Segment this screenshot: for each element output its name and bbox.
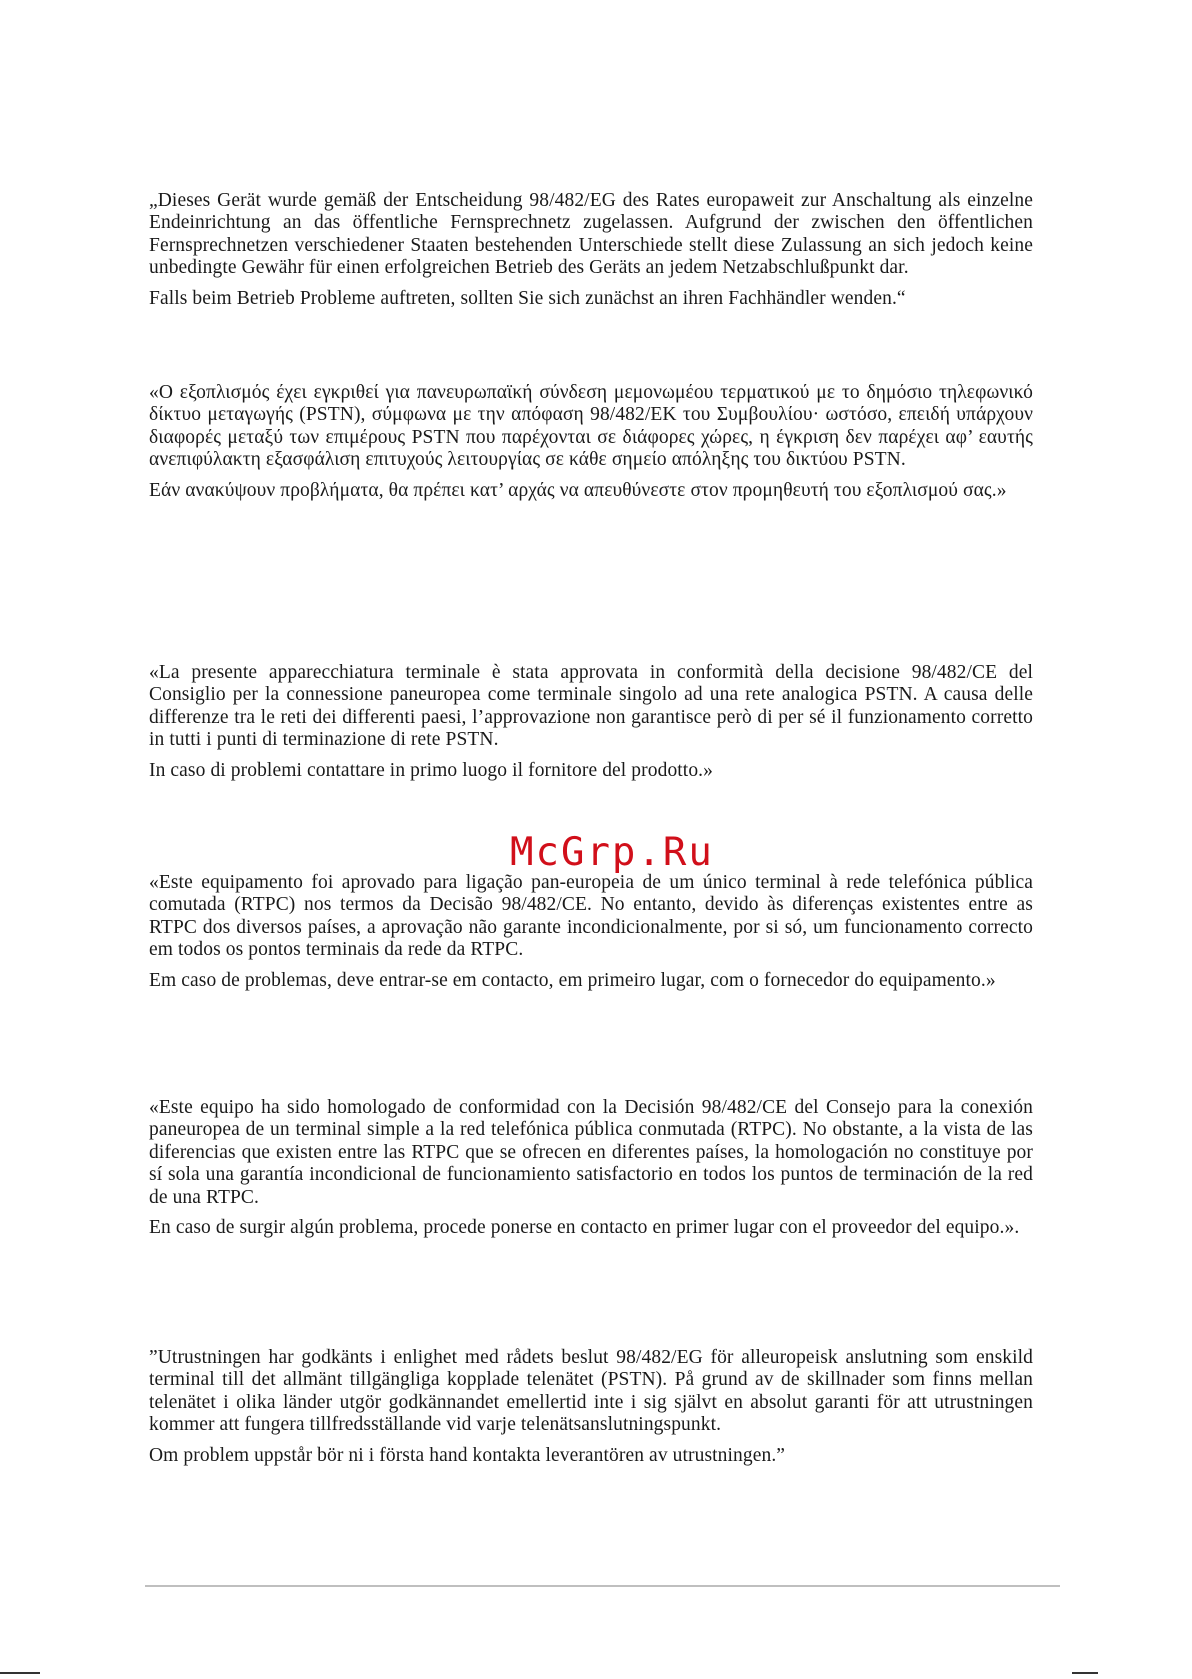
notice-sv-contact: Om problem uppstår bör ni i första hand kontakta leverantören av utrustningen.” bbox=[149, 1444, 786, 1466]
scan-mark-right bbox=[1072, 1672, 1098, 1674]
notice-pt bbox=[149, 872, 1033, 992]
notice-de bbox=[149, 190, 1033, 310]
notice-it-contact: In caso di problemi contattare in primo luogo il fornitore del prodotto.» bbox=[149, 759, 714, 781]
scan-mark-left bbox=[0, 1672, 40, 1674]
notice-es bbox=[149, 1097, 1033, 1239]
footer-divider bbox=[145, 1585, 1060, 1587]
notice-de-approval: „Dieses Gerät wurde gemäß der Entscheidung 98/482/EG des Rates europaweit zur Anschaltung als einzelne Endeinrichtung an das öffentliche Fernsprechnetz zugelassen. Aufgrund der zwischen den öffentlichen Fernsprechnetzen verschiedener Staaten bestehenden Unterschiede stellt diese Zulassung an sich jedoch keine unbedingte Gewähr für einen erfolgreichen Betrieb des Geräts an jedem Netzabschlußpunkt dar. bbox=[149, 190, 1033, 279]
notice-el-contact: Εάν ανακύψουν προβλήματα, θα πρέπει κατ’ αρχάς να απευθύνεστε στον προμηθευτή του εξοπλισμού σας.» bbox=[149, 479, 1007, 501]
notice-it-approval: «La presente apparecchiatura terminale è stata approvata in conformità della decisione 98/482/CE del Consiglio per la connessione paneuropea come terminale singolo ad una rete analogica PSTN. A causa delle differenze tra le reti dei differenti paesi, l’approvazione non garantisce però di per sé il funzionamento corretto in tutti i punti di terminazione di rete PSTN. bbox=[149, 662, 1033, 751]
notice-el-approval: «Ο εξοπλισμός έχει εγκριθεί για πανευρωπαϊκή σύνδεση μεμονωμέου τερματικού με το δημόσιο τηλεφωνικό δίκτυο μεταγωγής (PSTN), σύμφωνα με την απόφαση 98/482/ΕΚ του Συμβουλίου· ωστόσο, επειδή υπάρχουν διαφορές μεταξύ των επιμέρους PSTN που παρέχονται σε διάφορες χώρες, η έγκριση δεν παρέχει αφ’ εαυτής ανεπιφύλακτη εξασφάλιση επιτυχούς λειτουργίας σε κάθε σημείο απόληξης του δικτύου PSTN. bbox=[149, 382, 1033, 471]
notice-es-contact: En caso de surgir algún problema, procede ponerse en contacto en primer lugar con el proveedor del equipo.». bbox=[149, 1217, 1020, 1239]
watermark: McGrp.Ru bbox=[510, 830, 714, 875]
notice-sv bbox=[149, 1347, 1033, 1467]
notice-de-contact: Falls beim Betrieb Probleme auftreten, sollten Sie sich zunächst an ihren Fachhändler wenden.“ bbox=[149, 287, 906, 309]
notice-es-approval: «Este equipo ha sido homologado de conformidad con la Decisión 98/482/CE del Consejo para la conexión paneuropea de un terminal simple a la red telefónica pública conmutada (RTPC). No obstante, a la vista de las diferencias que existen entre las RTPC que se ofrecen en diferentes países, la homologación no constituye por sí sola una garantía incondicional de funcionamiento satisfactorio en todos los puntos de terminación de la red de una RTPC. bbox=[149, 1097, 1033, 1208]
notice-pt-approval: «Este equipamento foi aprovado para ligação pan-europeia de um único terminal à rede telefónica pública comutada (RTPC) nos termos da Decisão 98/482/CE. No entanto, devido às diferenças existentes entre as RTPC dos diversos países, a aprovação não garante incondicionalmente, por si só, um funcionamento correcto em todos os pontos terminais da rede da RTPC. bbox=[149, 872, 1033, 961]
notice-pt-contact: Em caso de problemas, deve entrar-se em contacto, em primeiro lugar, com o fornecedor do equipamento.» bbox=[149, 969, 996, 991]
notice-it bbox=[149, 662, 1033, 782]
notice-sv-approval: ”Utrustningen har godkänts i enlighet med rådets beslut 98/482/EG för alleuropeisk anslutning som enskild terminal till det allmänt tillgängliga kopplade telenätet (PSTN). På grund av de skillnader som finns mellan telenätet i olika länder utgör godkännandet emellertid inte i sig självt en absolut garanti för att utrustningen kommer att fungera tillfredsställande vid varje telenätsanslutningspunkt. bbox=[149, 1347, 1033, 1436]
notice-el bbox=[149, 382, 1033, 502]
